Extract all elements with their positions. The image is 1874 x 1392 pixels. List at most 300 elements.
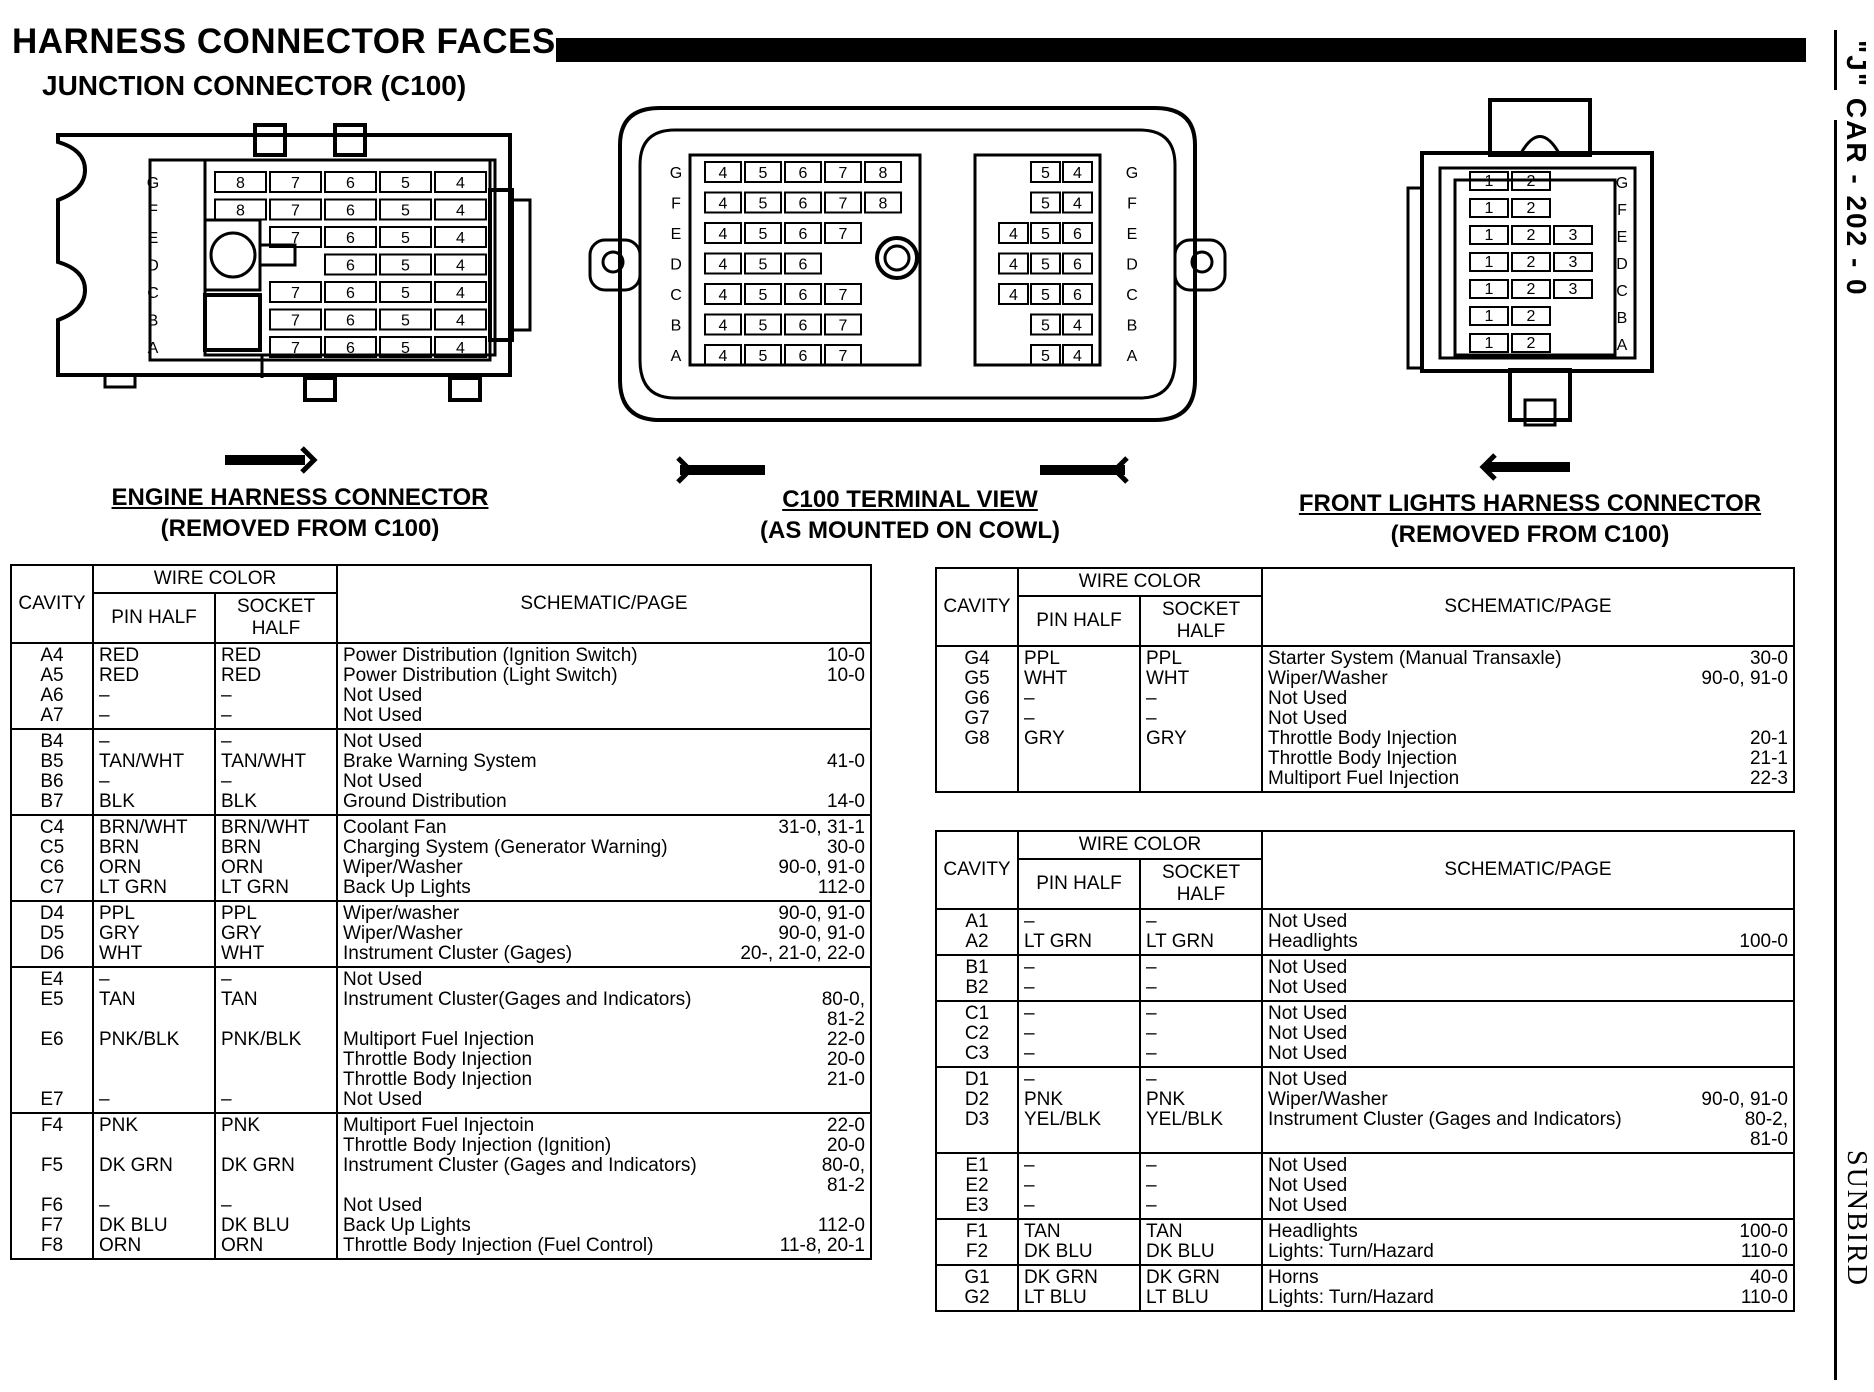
pin-half-color: ORN [99, 857, 142, 878]
schematic-name: Ground Distribution [343, 791, 507, 812]
schematic-line [343, 1196, 865, 1216]
schematic-line [1268, 1156, 1788, 1176]
socket-half-cell [215, 901, 337, 967]
pin-half-color: WHT [99, 943, 143, 964]
front-row-letter: D [1616, 256, 1628, 273]
cavity-cell [936, 1001, 1018, 1067]
schematic-line [343, 732, 865, 752]
cavity-group-row [11, 901, 871, 967]
pin-half-cell [1018, 1067, 1140, 1153]
front-cavity-D2: 2 [1526, 254, 1536, 271]
schematic-line [343, 1236, 865, 1256]
pin-half-cell [1018, 909, 1140, 955]
schematic-line [343, 1156, 865, 1176]
pin-half-color: PPL [99, 903, 135, 924]
engine-cavity-E7: 7 [291, 230, 300, 247]
schematic-name: Not Used [1268, 1023, 1348, 1044]
schematic-header: SCHEMATIC/PAGE [1262, 568, 1794, 646]
schematic-name: Wiper/Washer [343, 857, 463, 878]
pin-half-cell [93, 967, 215, 1113]
socket-half-color: – [221, 705, 232, 726]
schematic-name: Throttle Body Injection (Ignition) [343, 1135, 612, 1156]
schematic-name: Starter System (Manual Transaxle) [1268, 648, 1562, 669]
front-cavity-G2: 2 [1526, 173, 1536, 190]
schematic-line [343, 1176, 865, 1196]
engine-cavity-B6: 6 [346, 312, 355, 330]
schematic-name: Not Used [343, 685, 423, 706]
schematic-name: Multiport Fuel Injection [1268, 768, 1460, 789]
schematic-line [343, 818, 865, 838]
schematic-line [1268, 1070, 1788, 1090]
schematic-name: Brake Warning System [343, 751, 537, 772]
terminal-row-letter-left: E [670, 226, 682, 243]
socket-half-color: PNK/BLK [221, 1029, 302, 1050]
terminal-cavity-C5r: 5 [1041, 287, 1050, 304]
terminal-row-letter-right: D [1126, 256, 1138, 274]
socket-half-color: – [1146, 1003, 1157, 1024]
pin-half-header: PIN HALF [1018, 859, 1140, 909]
cavity-group-row [936, 1153, 1794, 1219]
schematic-line [1268, 978, 1788, 998]
schematic-line [343, 792, 865, 812]
front-cavity-D3: 3 [1568, 254, 1578, 271]
socket-half-color: PPL [221, 903, 257, 924]
schematic-line [343, 666, 865, 686]
car-brand: SUNBIRD [1841, 1150, 1872, 1287]
schematic-line [343, 944, 865, 964]
schematic-line [1268, 649, 1788, 669]
pin-half-header: PIN HALF [93, 593, 215, 643]
socket-half-cell [1140, 955, 1262, 1001]
pin-half-color: DK BLU [1024, 1241, 1093, 1262]
socket-half-cell [1140, 1219, 1262, 1265]
cavity-id: G6 [964, 688, 990, 709]
cavity-id: G8 [964, 728, 990, 749]
socket-half-cell [215, 815, 337, 901]
engine-caption-note: (REMOVED FROM C100) [160, 515, 440, 542]
pin-half-color: – [1024, 1043, 1035, 1064]
cavity-id: F4 [40, 1115, 64, 1136]
engine-cavity-F6: 6 [346, 202, 355, 220]
schematic-name: Power Distribution (Ignition Switch) [343, 645, 638, 666]
terminal-g-cavity-table [935, 567, 1795, 793]
cavity-group-row [11, 1113, 871, 1259]
cavity-id: D1 [964, 1069, 990, 1090]
pin-half-color: RED [99, 645, 140, 666]
pin-half-color: YEL/BLK [1024, 1109, 1102, 1130]
schematic-name: Not Used [1268, 911, 1348, 932]
socket-half-color: DK BLU [221, 1215, 290, 1236]
schematic-line [343, 1030, 865, 1050]
cavity-id: E4 [40, 969, 64, 990]
cavity-id: A7 [40, 705, 64, 726]
front-cavity-E2: 2 [1526, 227, 1536, 244]
schematic-line [343, 904, 865, 924]
schematic-line [1268, 1268, 1788, 1288]
socket-half-color: LT BLU [1146, 1287, 1209, 1308]
pin-half-color: GRY [1024, 728, 1065, 749]
terminal-row-letter-right: B [1126, 317, 1138, 335]
pin-half-color [1024, 1130, 1134, 1150]
schematic-cell [1262, 1153, 1794, 1219]
pin-half-color: TAN [1024, 1221, 1061, 1242]
schematic-name: Headlights [1268, 1221, 1358, 1242]
terminal-row-letter-right: E [1126, 226, 1138, 243]
schematic-line [343, 878, 865, 898]
wire-color-header: WIRE COLOR [1018, 831, 1262, 859]
cavity-id: F6 [40, 1195, 64, 1216]
schematic-name: Throttle Body Injection [343, 1049, 533, 1070]
front-cavity-B2: 2 [1526, 308, 1536, 325]
socket-half-color: TAN [1146, 1221, 1183, 1242]
pin-half-cell [93, 643, 215, 729]
cavity-cell [936, 909, 1018, 955]
schematic-name: Not Used [343, 1089, 423, 1110]
terminal-cavity-D5: 5 [758, 256, 768, 274]
schematic-line [343, 924, 865, 944]
socket-half-color [221, 1070, 331, 1090]
front-row-letter: F [1617, 202, 1627, 219]
socket-half-cell [1140, 1067, 1262, 1153]
schematic-line [1268, 1024, 1788, 1044]
cavity-id [17, 1010, 87, 1030]
terminal-cavity-D4r: 4 [1009, 256, 1018, 274]
front-caption-title: FRONT LIGHTS HARNESS CONNECTOR [1298, 490, 1762, 517]
cavity-id: G7 [964, 708, 990, 729]
front-cavity-E3: 3 [1568, 227, 1578, 244]
front-cavity-C2: 2 [1526, 281, 1536, 298]
pin-half-color: – [99, 685, 110, 706]
socket-half-color: PNK [1146, 1089, 1186, 1110]
terminal-cavity-A4r: 4 [1073, 348, 1082, 365]
schematic-page: 30-0 [1749, 648, 1788, 669]
terminal-cavity-D6r: 6 [1073, 256, 1082, 274]
engine-cavity-B7: 7 [291, 312, 300, 330]
schematic-page: 41-0 [826, 751, 865, 772]
engine-cavity-D6: 6 [346, 257, 355, 275]
pin-half-color: PNK/BLK [99, 1029, 180, 1050]
socket-half-color: PNK [221, 1115, 261, 1136]
schematic-line [343, 772, 865, 792]
socket-half-color: DK BLU [1146, 1241, 1215, 1262]
cavity-id: A4 [40, 645, 64, 666]
socket-half-color: TAN [221, 989, 258, 1010]
schematic-cell [1262, 1219, 1794, 1265]
terminal-caption-title: C100 TERMINAL VIEW [782, 486, 1038, 513]
socket-half-color: – [1146, 957, 1157, 978]
schematic-name: Throttle Body Injection [343, 1069, 533, 1090]
pin-half-cell [1018, 646, 1140, 792]
schematic-cell [337, 1113, 871, 1259]
engine-caption-title: ENGINE HARNESS CONNECTOR [111, 484, 489, 511]
schematic-line [1268, 1242, 1788, 1262]
schematic-name: Lights: Turn/Hazard [1268, 1241, 1434, 1262]
cavity-id: B5 [40, 751, 64, 772]
schematic-name: Coolant Fan [343, 817, 447, 838]
pin-half-color: LT GRN [1024, 931, 1092, 952]
socket-half-cell [1140, 646, 1262, 792]
socket-half-color: WHT [221, 943, 265, 964]
connector-diagrams [0, 0, 1874, 560]
terminal-cavity-G4r: 4 [1073, 165, 1082, 182]
terminal-caption-note: (AS MOUNTED ON COWL) [760, 517, 1060, 544]
terminal-cavity-C7: 7 [838, 287, 848, 304]
cavity-id: C6 [39, 857, 65, 878]
schematic-line [343, 752, 865, 772]
front-row-letter: A [1616, 337, 1628, 354]
pin-half-color: BRN/WHT [99, 817, 188, 838]
cavity-id: F2 [965, 1241, 989, 1262]
cavity-id: A6 [40, 685, 64, 706]
cavity-id: G4 [964, 648, 990, 669]
socket-half-color: ORN [221, 1235, 264, 1256]
socket-half-color [221, 1136, 331, 1156]
engine-row-letter: D [147, 257, 159, 275]
pin-half-header: PIN HALF [1018, 596, 1140, 646]
schematic-name: Not Used [1268, 977, 1348, 998]
pin-half-color: GRY [99, 923, 140, 944]
schematic-name: Not Used [1268, 1195, 1348, 1216]
schematic-line [1268, 1222, 1788, 1242]
engine-cavity-E6: 6 [346, 230, 355, 247]
schematic-line [343, 1070, 865, 1090]
cavity-id: C3 [964, 1043, 990, 1064]
schematic-cell [1262, 1265, 1794, 1311]
cavity-cell [11, 1113, 93, 1259]
pin-half-color: ORN [99, 1235, 142, 1256]
front-cavity-D1: 1 [1484, 254, 1494, 271]
schematic-name [343, 1176, 348, 1196]
cavity-id: E5 [40, 989, 64, 1010]
engine-cavity-C7: 7 [291, 285, 300, 302]
schematic-name: Instrument Cluster (Gages and Indicators) [343, 1155, 697, 1176]
cavity-group-row [11, 729, 871, 815]
cavity-id: E1 [965, 1155, 989, 1176]
socket-half-color: BRN/WHT [221, 817, 310, 838]
schematic-name: Not Used [343, 771, 423, 792]
socket-half-cell [1140, 1153, 1262, 1219]
terminal-cavity-B6: 6 [798, 317, 808, 335]
cavity-id: F7 [40, 1215, 64, 1236]
pin-half-color: – [99, 1089, 110, 1110]
terminal-cavity-G5r: 5 [1041, 165, 1050, 182]
front-cavity-F2: 2 [1526, 200, 1536, 217]
cavity-group-row [936, 1001, 1794, 1067]
front-row-letter: E [1616, 229, 1628, 246]
front-cavity-E1: 1 [1484, 227, 1494, 244]
pin-half-color: – [1024, 688, 1035, 709]
schematic-name: Charging System (Generator Warning) [343, 837, 668, 858]
socket-half-color: – [221, 969, 232, 990]
pin-half-color [99, 1010, 209, 1030]
schematic-line [1268, 669, 1788, 689]
engine-cavity-G6: 6 [346, 175, 355, 192]
schematic-line [1268, 1130, 1788, 1150]
schematic-line [1268, 1044, 1788, 1064]
schematic-name: Not Used [343, 705, 423, 726]
schematic-cell [337, 967, 871, 1113]
schematic-cell [337, 643, 871, 729]
engine-cavity-C6: 6 [346, 285, 355, 302]
socket-half-color: – [1146, 1023, 1157, 1044]
pin-half-cell [93, 815, 215, 901]
schematic-line [343, 990, 865, 1010]
terminal-cavity-D5r: 5 [1041, 256, 1050, 274]
socket-half-header: SOCKET HALF [1140, 596, 1262, 646]
pin-half-color [99, 1050, 209, 1070]
pin-half-color: TAN/WHT [99, 751, 185, 772]
cavity-id: C7 [39, 877, 65, 898]
schematic-page: 80-0, [821, 989, 865, 1010]
cavity-cell [936, 1067, 1018, 1153]
socket-half-header: SOCKET HALF [1140, 859, 1262, 909]
socket-half-color: – [1146, 1195, 1157, 1216]
terminal-cavity-D6: 6 [798, 256, 808, 274]
cavity-id: E7 [40, 1089, 64, 1110]
schematic-page: 110-0 [1740, 1287, 1788, 1308]
schematic-cell [337, 901, 871, 967]
socket-half-color: – [1146, 911, 1157, 932]
schematic-name: Wiper/Washer [1268, 668, 1388, 689]
cavity-cell [11, 901, 93, 967]
socket-half-color: – [221, 771, 232, 792]
terminal-row-letter-right: C [1126, 287, 1138, 304]
schematic-page: 14-0 [826, 791, 865, 812]
socket-half-color: YEL/BLK [1146, 1109, 1224, 1130]
schematic-page: 90-0, 91-0 [778, 923, 865, 944]
socket-half-cell [1140, 1265, 1262, 1311]
cavity-id: B4 [40, 731, 64, 752]
cavity-id: E3 [965, 1195, 989, 1216]
pin-half-cell [1018, 1219, 1140, 1265]
pin-half-cell [1018, 1265, 1140, 1311]
terminal-cavity-G8: 8 [878, 165, 888, 182]
pin-half-color: PNK [1024, 1089, 1064, 1110]
pin-half-color: WHT [1024, 668, 1068, 689]
socket-half-color: GRY [1146, 728, 1187, 749]
cavity-id: D3 [964, 1109, 990, 1130]
cavity-id: B7 [40, 791, 64, 812]
engine-cavity-G8: 8 [236, 175, 245, 192]
schematic-line [343, 686, 865, 706]
terminal-cavity-D4: 4 [718, 256, 728, 274]
engine-cavity-B5: 5 [401, 312, 410, 330]
pin-half-color: – [99, 705, 110, 726]
front-cavity-table [935, 830, 1795, 1312]
pin-half-color [99, 1136, 209, 1156]
front-cavity-F1: 1 [1484, 200, 1494, 217]
terminal-row-letter-right: G [1125, 165, 1139, 182]
engine-row-letter: G [146, 175, 160, 192]
cavity-cell [11, 967, 93, 1113]
schematic-line [1268, 1288, 1788, 1308]
schematic-line [343, 1010, 865, 1030]
schematic-page: 20-0 [826, 1135, 865, 1156]
front-row-letter: B [1616, 310, 1628, 327]
schematic-page: 100-0 [1739, 931, 1788, 952]
pin-half-color: – [99, 771, 110, 792]
pin-half-color [99, 1176, 209, 1196]
schematic-name: Throttle Body Injection (Fuel Control) [343, 1235, 654, 1256]
engine-row-letter: B [147, 312, 159, 330]
pin-half-color: BLK [99, 791, 135, 812]
terminal-cavity-F7: 7 [838, 195, 848, 213]
schematic-header: SCHEMATIC/PAGE [1262, 831, 1794, 909]
socket-half-color: – [1146, 708, 1157, 729]
terminal-cavity-E4: 4 [718, 226, 728, 243]
schematic-name: Not Used [1268, 688, 1348, 709]
schematic-line [1268, 769, 1788, 789]
pin-half-color: – [1024, 911, 1035, 932]
schematic-name [1268, 1130, 1273, 1150]
cavity-id [17, 1050, 87, 1070]
cavity-id [17, 1070, 87, 1090]
pin-half-color: – [1024, 1023, 1035, 1044]
terminal-caption [690, 484, 1130, 546]
schematic-line [343, 838, 865, 858]
cavity-group-row [936, 909, 1794, 955]
cavity-cell [936, 955, 1018, 1001]
cavity-id: D6 [39, 943, 65, 964]
terminal-cavity-A6: 6 [798, 348, 808, 365]
schematic-name: Not Used [343, 731, 423, 752]
schematic-cell [337, 815, 871, 901]
terminal-cavity-E7: 7 [838, 226, 848, 243]
schematic-name: Throttle Body Injection [1268, 728, 1458, 749]
pin-half-color [99, 1070, 209, 1090]
socket-half-color [221, 1176, 331, 1196]
schematic-line [343, 858, 865, 878]
schematic-cell [1262, 909, 1794, 955]
socket-half-cell [215, 967, 337, 1113]
socket-half-color: – [1146, 977, 1157, 998]
terminal-cavity-B4: 4 [718, 317, 728, 335]
cavity-id: D5 [39, 923, 65, 944]
cavity-cell [936, 1265, 1018, 1311]
pin-half-color: TAN [99, 989, 136, 1010]
engine-cavity-A7: 7 [291, 340, 300, 357]
schematic-name: Multiport Fuel Injection [343, 1029, 535, 1050]
pin-half-color [1024, 749, 1134, 769]
socket-half-color: TAN/WHT [221, 751, 307, 772]
terminal-cavity-B4r: 4 [1073, 317, 1082, 335]
cavity-id: G5 [964, 668, 990, 689]
socket-half-color: – [1146, 1155, 1157, 1176]
schematic-cell [1262, 1001, 1794, 1067]
schematic-name: Not Used [1268, 1043, 1348, 1064]
cavity-group-row [936, 1265, 1794, 1311]
pin-half-cell [1018, 1153, 1140, 1219]
schematic-line [343, 1090, 865, 1110]
cavity-group-row [11, 815, 871, 901]
pin-half-color: – [99, 969, 110, 990]
schematic-line [1268, 729, 1788, 749]
schematic-page: 20-, 21-0, 22-0 [740, 943, 865, 964]
terminal-row-letter-left: G [669, 165, 683, 182]
cavity-id: A2 [965, 931, 989, 952]
cavity-id: C4 [39, 817, 65, 838]
schematic-page: 22-0 [826, 1029, 865, 1050]
page-title: HARNESS CONNECTOR FACES [12, 22, 556, 61]
schematic-page: 81-2 [826, 1175, 865, 1196]
cavity-header: CAVITY [936, 568, 1018, 646]
terminal-cavity-F5: 5 [758, 195, 768, 213]
pin-half-cell [93, 729, 215, 815]
engine-cavity-A6: 6 [346, 340, 355, 357]
schematic-line [343, 1136, 865, 1156]
terminal-cavity-C4: 4 [718, 287, 728, 304]
cavity-id: A5 [40, 665, 64, 686]
